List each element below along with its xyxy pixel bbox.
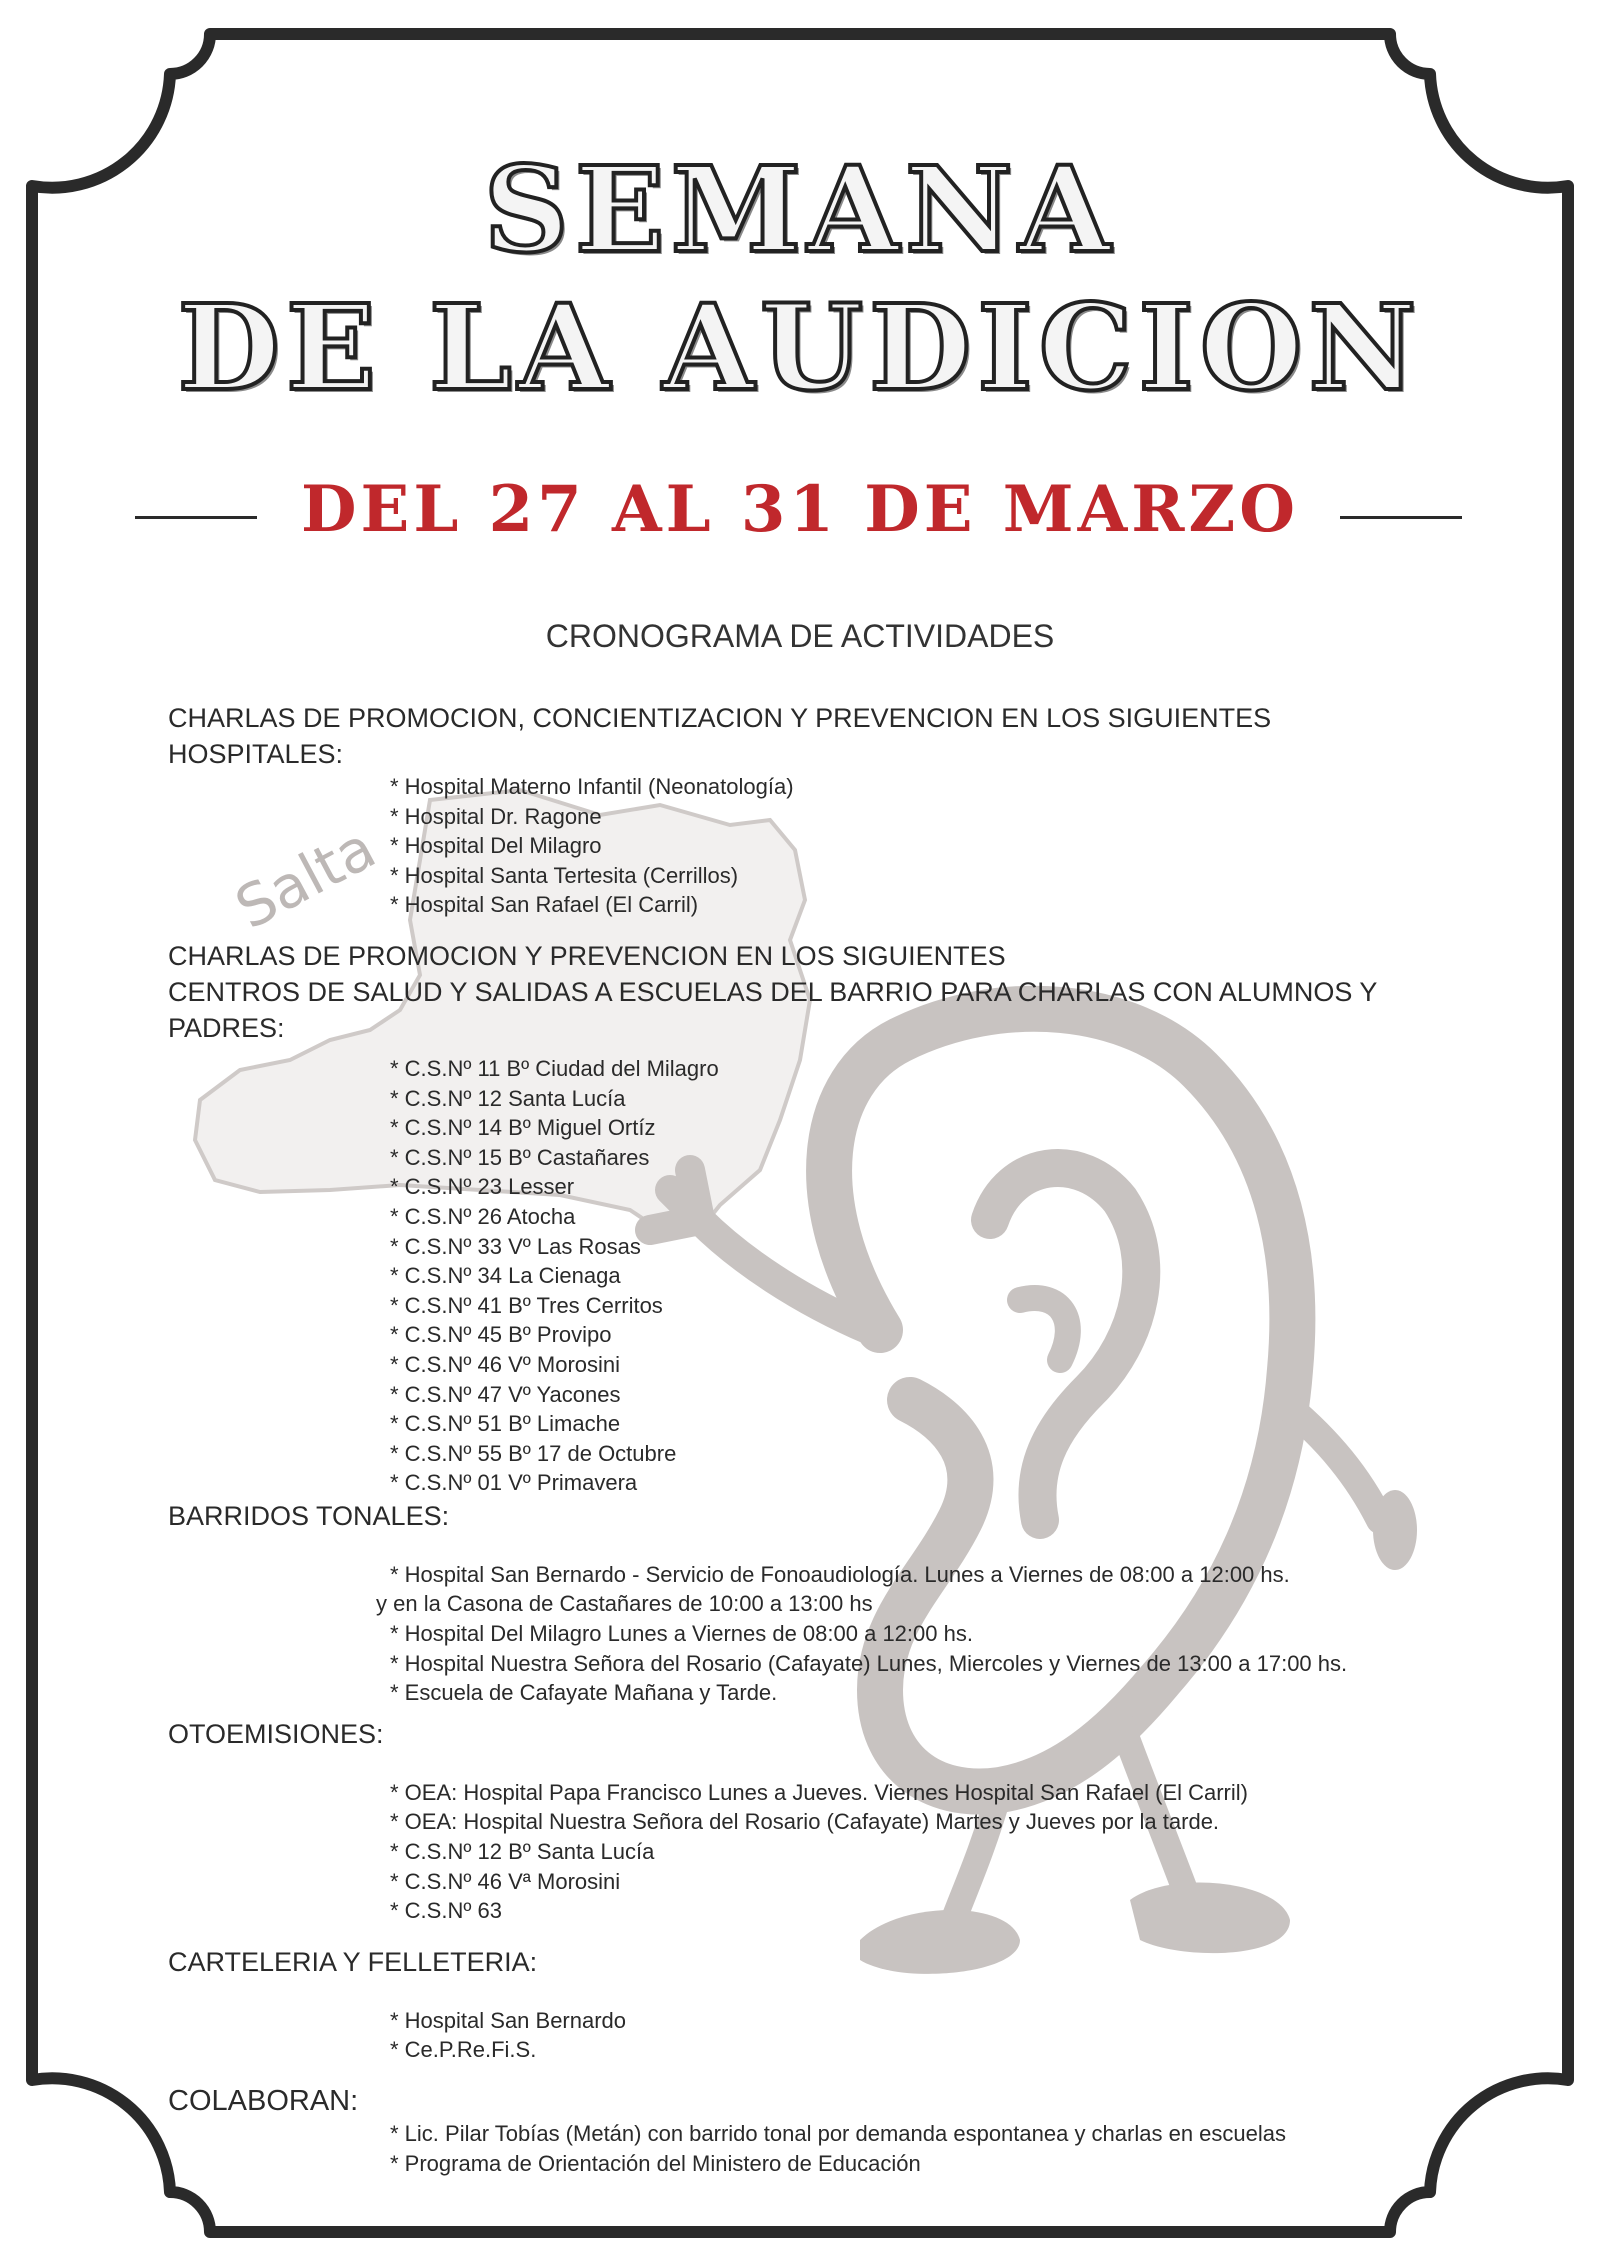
section-carteleria — [168, 1944, 1468, 2065]
list-item: * C.S.Nº 12 Bº Santa Lucía — [390, 1839, 655, 1865]
list-item: * C.S.Nº 14 Bº Miguel Ortíz — [390, 1115, 656, 1141]
list-item: * C.S.Nº 46 Vº Morosini — [390, 1351, 621, 1377]
list-item: * C.S.Nº 11 Bº Ciudad del Milagro — [390, 1055, 719, 1081]
list-item: y en la Casona de Castañares de 10:00 a 13:00 hs — [376, 1591, 873, 1617]
date-rule-left — [135, 516, 257, 519]
list-item: * Programa de Orientación del Ministero de Educación — [390, 2150, 921, 2176]
section-centros — [168, 938, 1468, 1498]
list-item: * C.S.Nº 26 Atocha — [390, 1203, 576, 1229]
list-item: * C.S.Nº 55 Bº 17 de Octubre — [390, 1440, 677, 1466]
section-heading: COLABORAN: — [168, 2085, 359, 2117]
list-item: * Hospital Nuestra Señora del Rosario (Cafayate) Lunes, Miercoles y Viernes de 13:00 a 17:00 hs. — [390, 1650, 1348, 1676]
schedule-title: CRONOGRAMA DE ACTIVIDADES — [545, 618, 1055, 654]
list-item: * OEA: Hospital Papa Francisco Lunes a Jueves. Viernes Hospital San Rafael (El Carril) — [390, 1779, 1248, 1805]
section-colaboran — [168, 2083, 1468, 2178]
list-item: * Hospital Del Milagro Lunes a Viernes de 08:00 a 12:00 hs. — [390, 1621, 973, 1647]
list-item: * Ce.P.Re.Fi.S. — [390, 2037, 537, 2063]
hearing-screening-list — [168, 1560, 1468, 1708]
health-center-list — [168, 1054, 1468, 1498]
event-title-line1: SEMANA — [483, 140, 1117, 279]
list-item: * C.S.Nº 12 Santa Lucía — [390, 1085, 626, 1111]
list-item: * Hospital San Bernardo - Servicio de Fonoaudiología. Lunes a Viernes de 08:00 a 12:00 hs. — [390, 1561, 1290, 1587]
list-item: * Escuela de Cafayate Mañana y Tarde. — [390, 1680, 778, 1706]
list-item: * Lic. Pilar Tobías (Metán) con barrido tonal por demanda espontanea y charlas en escuelas — [390, 2121, 1287, 2146]
list-item: * C.S.Nº 15 Bº Castañares — [390, 1144, 650, 1170]
list-item: * C.S.Nº 47 Vº Yacones — [390, 1381, 621, 1407]
event-title-line2: DE LA AUDICION — [177, 278, 1423, 417]
list-item: * Hospital San Bernardo — [390, 2007, 627, 2033]
hospital-list — [168, 772, 1468, 920]
list-item: * Hospital Dr. Ragone — [390, 803, 602, 829]
section-heading: CHARLAS DE PROMOCION Y PREVENCION EN LOS SIGUIENTES — [168, 940, 1006, 971]
otoemission-list — [168, 1778, 1468, 1926]
list-item: * C.S.Nº 34 La Cienaga — [390, 1263, 621, 1289]
section-heading: OTOEMISIONES: — [168, 1718, 384, 1749]
section-heading: BARRIDOS TONALES: — [168, 1500, 450, 1531]
list-item: * C.S.Nº 01 Vº Primavera — [390, 1470, 638, 1496]
section-barridos — [168, 1498, 1468, 1708]
section-otoemisiones — [168, 1716, 1468, 1926]
list-item: * Hospital Materno Infantil (Neonatología) — [390, 774, 794, 799]
schedule-content — [168, 700, 1468, 2178]
list-item: * C.S.Nº 45 Bº Provipo — [390, 1322, 612, 1348]
list-item: * C.S.Nº 63 — [390, 1898, 502, 1924]
section-heading: CARTELERIA Y FELLETERIA: — [168, 1946, 538, 1977]
section-heading: HOSPITALES: — [168, 739, 344, 769]
list-item: * Hospital San Rafael (El Carril) — [390, 892, 699, 918]
section-heading: CHARLAS DE PROMOCION, CONCIENTIZACION Y PREVENCION EN LOS SIGUIENTES — [168, 703, 1272, 733]
date-range: DEL 27 AL 31 DE MARZO — [301, 472, 1299, 547]
section-heading: CENTROS DE SALUD Y SALIDAS A ESCUELAS DEL BARRIO PARA CHARLAS CON ALUMNOS Y PADRES: — [168, 976, 1377, 1043]
collaborators-list — [168, 2119, 1468, 2178]
date-rule-right — [1340, 516, 1462, 519]
date-banner — [0, 472, 1600, 562]
list-item: * Hospital Del Milagro — [390, 833, 602, 859]
salta-watermark-label: Salta — [224, 813, 387, 943]
section-hospitales — [168, 700, 1468, 920]
list-item: * C.S.Nº 33 Vº Las Rosas — [390, 1233, 641, 1259]
list-item: * Hospital Santa Tertesita (Cerrillos) — [390, 862, 739, 888]
list-item: * C.S.Nº 46 Vª Morosini — [390, 1868, 621, 1894]
list-item: * C.S.Nº 51 Bº Limache — [390, 1411, 621, 1437]
list-item: * C.S.Nº 41 Bº Tres Cerritos — [390, 1292, 663, 1318]
signage-list — [168, 2006, 1468, 2065]
list-item: * OEA: Hospital Nuestra Señora del Rosario (Cafayate) Martes y Jueves por la tarde. — [390, 1809, 1220, 1835]
list-item: * C.S.Nº 23 Lesser — [390, 1174, 575, 1200]
